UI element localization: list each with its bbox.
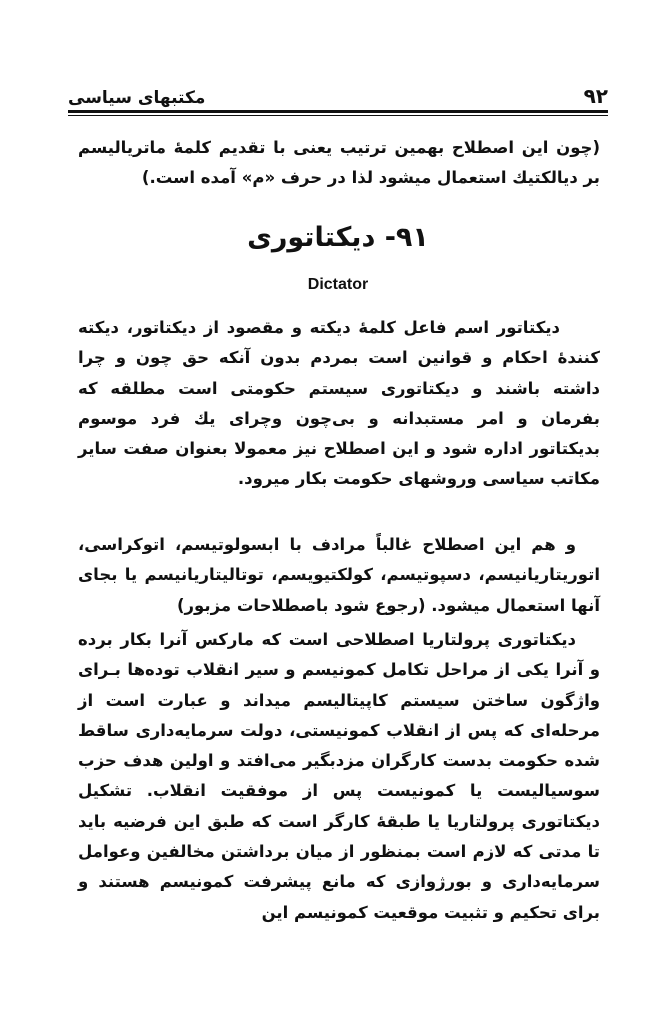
page-number: ۹۲ (583, 84, 608, 108)
header-rule-thin (68, 115, 608, 116)
paragraph-definition: دیکتاتور اسم فاعل کلمهٔ دیکته و مقصود از دیکتاتور، دیکته کنندهٔ احکام و قوانین است بمردم بدون آنکه حق چون و چرا داشته باشند و دیکتاتوری سیستم حکومتی است مطلقه که بفرمان و امر مستبدانه و بی‌چون وچرای یك فرد موسوم بدیکتاتور اداره شود و این اصطلاح نیز معمولا بعنوان صفت سایر مکاتب سیاسی وروشهای حکومت بکار میرود. (78, 318, 600, 489)
entry-heading: ۹۱- دیکتاتوری (247, 222, 429, 253)
intro-note: (چون این اصطلاح بهمین ترتیب یعنی با تقدیم کلمهٔ ماتریالیسم بر دیالکتیك استعمال میشود لذا در حرف «م» آمده است.) (78, 138, 600, 188)
paragraph-proletariat: دیکتاتوری پرولتاریا اصطلاحی است که مارکس آنرا بکار برده و آنرا یکی از مراحل تکامل کمونیسم و سیر انقلاب توده‌ها بـرای واژگون ساختن سیستم کاپیتالیسم میداند و عبارت است از مرحله‌ای که پس از انقلاب کمونیستی، دولت سرمایه‌داری ساقط شده حکومت بدست کارگران مزدبگیر می‌افتد و اولین هدف حزب سوسیالیست یا کمونیست پس از موفقیت انقلاب. تشکیل دیکتاتوری پرولتاریا یا طبقهٔ کارگر است که طبق این فرضیه باید تا مدتی که لازم است بمنظور از میان برداشتن مخالفین وعوامل سرمایه‌داری و بورژوازی که مانع پیشرفت کمونیسم هستند و برای تحکیم و تثبیت موقعیت کمونیسم این (78, 630, 600, 922)
latin-term: Dictator (307, 276, 369, 293)
paragraph-synonyms: و هم این اصطلاح غالباً مرادف با ابسولوتیسم، اتوکراسی، اتوریتاریانیسم، دسپوتیسم، کولکتیویسم، توتالیتاریانیسم یا بجای آنها استعمال میشود. (رجوع شود باصطلاحات مزبور) (78, 535, 600, 615)
header-rule (68, 110, 608, 113)
running-title: مکتبهای سیاسی (68, 88, 206, 108)
running-header (68, 80, 608, 108)
